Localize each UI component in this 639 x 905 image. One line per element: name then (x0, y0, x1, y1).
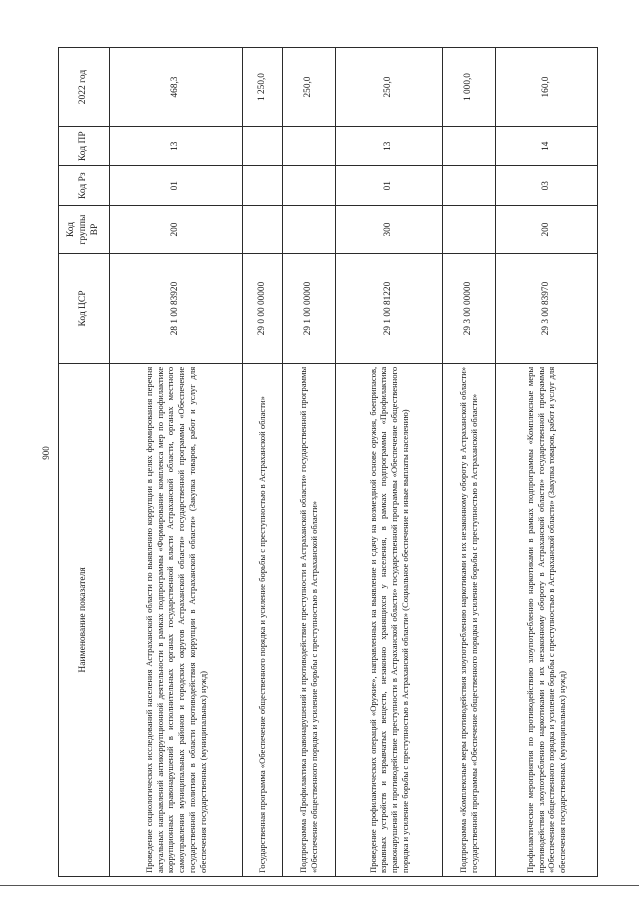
page-bottom-rule (0, 885, 639, 886)
row-name: Профилактические мероприятия по противодействию злоупотреблению наркотиками в рамках подпрограммы «Комплексные меры противодействия злоупотреблению наркотиками и их незаконному обороту в Астраханской области» государственной программы «Обеспечение общественного порядка и усиление борьбы с преступностью в Астраханской области» (Закупка товаров, работ и услуг для обеспечения государственных (муниципальных) нужд) (495, 363, 597, 876)
row-rz: 01 (110, 166, 243, 205)
header-name: Наименование показателя (59, 363, 110, 876)
table-row (495, 48, 597, 877)
table-row (283, 48, 336, 877)
row-name: Проведение профилактических операций «Оружие», направленных на выявление и сдачу на возмездной основе оружия, боеприпасов, взрывных устройств и взрывчатых веществ, незаконно хранящихся у населения, в рамках подпрограммы «Профилактика правонарушений и противодействие преступности в Астраханской области» государственной программы «Обеспечение общественного порядка и усиление борьбы с преступностью в Астраханской области» (Социальное обеспечение и иные выплаты населению) (336, 363, 442, 876)
row-name: Подпрограмма «Профилактика правонарушений и противодействие преступности в Астраханской области» государственной программы «Обеспечение общественного порядка и усиление борьбы с преступностью в Астраханской области» (283, 363, 336, 876)
row-csr: 28 1 00 83920 (110, 254, 243, 364)
header-year: 2022 год (59, 48, 110, 127)
row-year: 250,0 (336, 48, 442, 127)
row-csr: 29 3 00 83970 (495, 254, 597, 364)
row-year: 250,0 (283, 48, 336, 127)
row-name: Подпрограмма «Комплексные меры противодействия злоупотреблению наркотиками и их незаконному обороту в Астраханской области» государственной программы «Обеспечение общественного порядка и усиление борьбы с преступностью в Астраханской области» (442, 363, 495, 876)
table-row (243, 48, 283, 877)
row-vr: 200 (110, 205, 243, 253)
row-pr: 13 (110, 127, 243, 166)
header-rz: Код Рз (59, 166, 110, 205)
row-year: 1 250,0 (243, 48, 283, 127)
budget-table (58, 47, 598, 877)
row-vr (243, 205, 283, 253)
row-csr: 29 3 00 00000 (442, 254, 495, 364)
row-year: 468,3 (110, 48, 243, 127)
row-rz (243, 166, 283, 205)
row-year: 1 000,0 (442, 48, 495, 127)
row-name: Проведение социологических исследований населения Астраханской области по выявлению коррупции в целях формирования перечня актуальных направлений антикоррупционной деятельности в рамках подпрограммы «Формирование комплекса мер по профилактике коррупционных правонарушений в исполнительных органах государственной власти Астраханской области, органах местного самоуправления муниципальных районов и городских округов Астраханской области» государственной программы «Обеспечение государственной политики в области противодействия коррупции в Астраханской области» (Закупка товаров, работ и услуг для обеспечения государственных (муниципальных) нужд) (110, 363, 243, 876)
row-vr (442, 205, 495, 253)
row-pr (442, 127, 495, 166)
row-pr: 14 (495, 127, 597, 166)
table-row (336, 48, 442, 877)
row-vr: 300 (336, 205, 442, 253)
header-vr: Код группы ВР (59, 205, 110, 253)
header-csr: Код ЦСР (59, 254, 110, 364)
row-pr (243, 127, 283, 166)
row-year: 160,0 (495, 48, 597, 127)
table-row (110, 48, 243, 877)
table-row (442, 48, 495, 877)
row-vr (283, 205, 336, 253)
row-pr: 13 (336, 127, 442, 166)
row-rz (442, 166, 495, 205)
page-number: 900 (41, 446, 51, 460)
row-csr: 29 0 00 00000 (243, 254, 283, 364)
row-name: Государственная программа «Обеспечение общественного порядка и усиление борьбы с преступностью в Астраханской области» (243, 363, 283, 876)
row-rz: 03 (495, 166, 597, 205)
row-rz (283, 166, 336, 205)
row-vr: 200 (495, 205, 597, 253)
table-header-row (59, 48, 110, 877)
row-csr: 29 1 00 00000 (283, 254, 336, 364)
row-rz: 01 (336, 166, 442, 205)
row-csr: 29 1 00 81220 (336, 254, 442, 364)
header-pr: Код ПР (59, 127, 110, 166)
row-pr (283, 127, 336, 166)
rotated-table-container (58, 47, 598, 877)
